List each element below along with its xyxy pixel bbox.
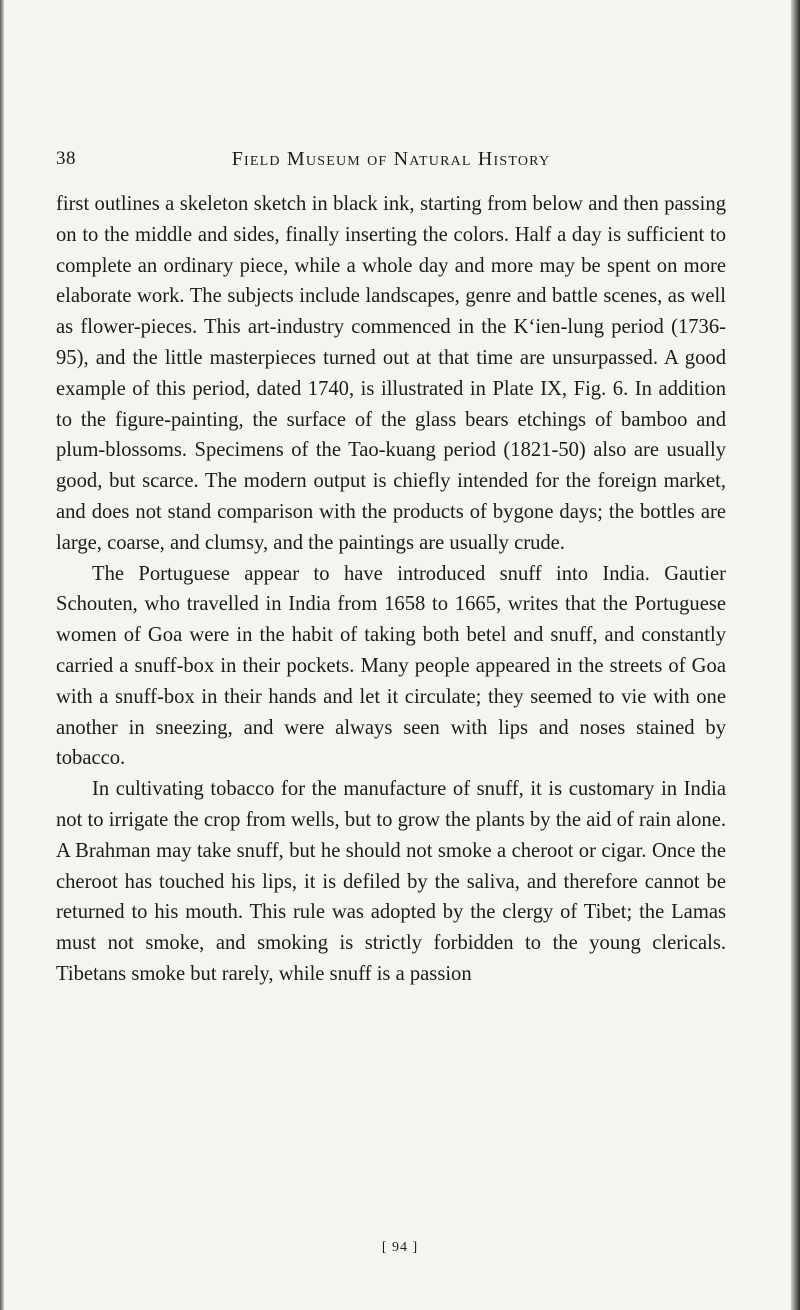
running-title: Field Museum of Natural History <box>231 148 551 170</box>
page-edge-right <box>791 0 800 1310</box>
page-edge-left <box>0 0 4 1310</box>
footer-plate-marker: [ 94 ] <box>381 1240 419 1255</box>
paragraph-1: first outlines a skeleton sketch in black ink, starting from below and then passing on to the middle and sides, finally inserting the colors. Half a day is sufficient to complete an ordinary piece, while a whole day and more may be spent on more elaborate work. The subjects include landscapes, genre and battle scenes, as well as flower-pieces. This art-industry commenced in the K‘ien-lung period (1736-95), and the little masterpieces turned out at that time are unsurpassed. A good example of this period, dated 1740, is illustrated in Plate IX, Fig. 6. In addition to the figure-painting, the surface of the glass bears etchings of bamboo and plum-blossoms. Specimens of the Tao-kuang period (1821-50) also are usually good, but scarce. The modern output is chiefly intended for the foreign market, and does not stand comparison with the products of bygone days; the bottles are large, coarse, and clumsy, and the paintings are usually crude. <box>56 193 726 554</box>
page-header <box>56 148 726 174</box>
page-number: 38 <box>56 148 76 169</box>
paragraph-3: In cultivating tobacco for the manufacture of snuff, it is customary in India not to irrigate the crop from wells, but to grow the plants by the aid of rain alone. A Brahman may take snuff, but he should not smoke a cheroot or cigar. Once the cheroot has touched his lips, it is defiled by the saliva, and therefore cannot be returned to his mouth. This rule was adopted by the clergy of Tibet; the Lamas must not smoke, and smoking is strictly forbidden to the young clericals. Tibetans smoke but rarely, while snuff is a passion <box>56 778 726 985</box>
paragraph-2: The Portuguese appear to have introduced snuff into India. Gautier Schouten, who travelled in India from 1658 to 1665, writes that the Portuguese women of Goa were in the habit of taking both betel and snuff, and constantly carried a snuff-box in their pockets. Many people appeared in the streets of Goa with a snuff-box in their hands and let it circulate; they seemed to vie with one another in sneezing, and were always seen with lips and noses stained by tobacco. <box>56 562 726 770</box>
body-text <box>56 189 726 990</box>
